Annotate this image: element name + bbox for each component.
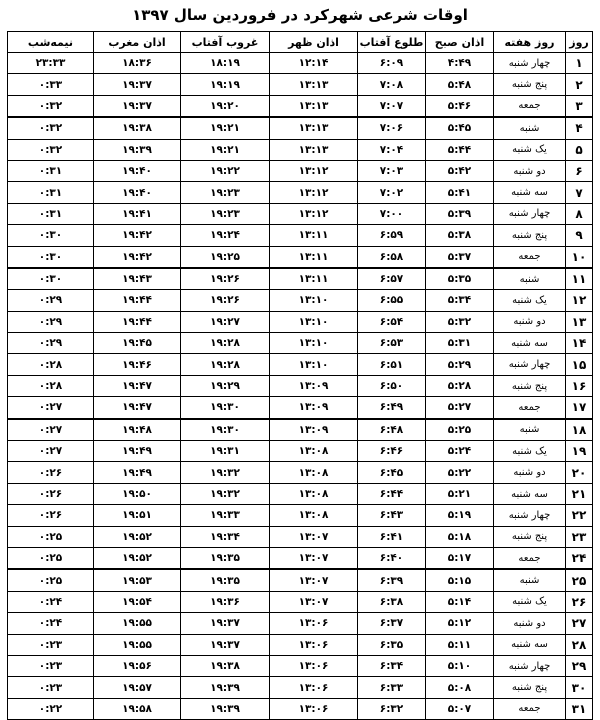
midnight-cell: ۰:۲۸ [8,354,94,375]
maghrib-cell: ۱۹:۳۷ [94,74,181,95]
header-weekday: روز هفته [494,32,566,53]
weekday-cell: جمعه [494,246,566,268]
sunset-cell: ۱۹:۲۱ [181,139,270,160]
fajr-cell: ۵:۳۲ [426,311,494,332]
zuhr-cell: ۱۳:۱۰ [270,311,358,332]
maghrib-cell: ۱۹:۴۲ [94,246,181,268]
table-row [8,74,593,95]
sunset-cell: ۱۹:۳۵ [181,547,270,569]
header-day: روز [566,32,593,53]
sunset-cell: ۱۹:۳۸ [181,655,270,676]
midnight-cell: ۰:۲۶ [8,505,94,526]
sunset-cell: ۱۹:۲۳ [181,182,270,203]
weekday-cell: شنبه [494,268,566,290]
fajr-cell: ۵:۳۸ [426,225,494,246]
weekday-cell: چهار شنبه [494,53,566,74]
weekday-cell: چهار شنبه [494,655,566,676]
table-row [8,655,593,676]
fajr-cell: ۵:۱۲ [426,613,494,634]
table-row [8,246,593,268]
day-cell: ۸ [566,203,593,224]
zuhr-cell: ۱۳:۱۰ [270,290,358,311]
fajr-cell: ۵:۱۹ [426,505,494,526]
day-cell: ۲۷ [566,613,593,634]
table-row [8,375,593,396]
sunrise-cell: ۶:۴۵ [358,462,426,483]
maghrib-cell: ۱۸:۳۶ [94,53,181,74]
sunset-cell: ۱۹:۳۳ [181,505,270,526]
midnight-cell: ۰:۲۵ [8,526,94,547]
page-title: اوقات شرعی شهرکرد در فروردین سال ۱۳۹۷ [132,6,468,24]
sunrise-cell: ۷:۰۶ [358,117,426,139]
day-cell: ۲۹ [566,655,593,676]
day-cell: ۲۶ [566,591,593,612]
sunrise-cell: ۶:۳۸ [358,591,426,612]
sunrise-cell: ۶:۴۳ [358,505,426,526]
table-row [8,462,593,483]
fajr-cell: ۵:۳۹ [426,203,494,224]
sunrise-cell: ۶:۳۴ [358,655,426,676]
table-row [8,483,593,504]
sunrise-cell: ۶:۵۰ [358,375,426,396]
sunset-cell: ۱۹:۳۱ [181,441,270,462]
maghrib-cell: ۱۹:۵۰ [94,483,181,504]
table-row [8,634,593,655]
zuhr-cell: ۱۳:۰۶ [270,655,358,676]
weekday-cell: سه شنبه [494,182,566,203]
sunset-cell: ۱۹:۲۹ [181,375,270,396]
fajr-cell: ۵:۰۸ [426,677,494,698]
weekday-cell: یک شنبه [494,441,566,462]
maghrib-cell: ۱۹:۵۱ [94,505,181,526]
midnight-cell: ۰:۳۱ [8,203,94,224]
midnight-cell: ۰:۲۴ [8,591,94,612]
day-cell: ۲۴ [566,547,593,569]
sunrise-cell: ۶:۳۷ [358,613,426,634]
maghrib-cell: ۱۹:۳۷ [94,95,181,117]
day-cell: ۳۰ [566,677,593,698]
weekday-cell: دو شنبه [494,311,566,332]
table-row [8,225,593,246]
fajr-cell: ۵:۳۱ [426,333,494,354]
zuhr-cell: ۱۳:۰۷ [270,547,358,569]
maghrib-cell: ۱۹:۴۶ [94,354,181,375]
day-cell: ۱ [566,53,593,74]
sunset-cell: ۱۹:۳۹ [181,677,270,698]
zuhr-cell: ۱۳:۰۹ [270,419,358,441]
table-row [8,677,593,698]
table-row [8,419,593,441]
header-fajr: اذان صبح [426,32,494,53]
table-row [8,547,593,569]
fajr-cell: ۵:۴۴ [426,139,494,160]
day-cell: ۵ [566,139,593,160]
zuhr-cell: ۱۳:۱۳ [270,74,358,95]
day-cell: ۱۲ [566,290,593,311]
midnight-cell: ۰:۲۴ [8,613,94,634]
sunrise-cell: ۶:۴۰ [358,547,426,569]
table-row [8,160,593,181]
midnight-cell: ۰:۲۶ [8,462,94,483]
fajr-cell: ۵:۱۴ [426,591,494,612]
zuhr-cell: ۱۳:۰۶ [270,677,358,698]
midnight-cell: ۰:۲۳ [8,655,94,676]
zuhr-cell: ۱۳:۰۶ [270,613,358,634]
fajr-cell: ۵:۱۱ [426,634,494,655]
sunset-cell: ۱۹:۲۳ [181,203,270,224]
table-row [8,569,593,591]
zuhr-cell: ۱۳:۰۶ [270,634,358,655]
sunset-cell: ۱۹:۱۹ [181,74,270,95]
fajr-cell: ۵:۴۱ [426,182,494,203]
fajr-cell: ۵:۲۷ [426,397,494,419]
weekday-cell: پنج شنبه [494,375,566,396]
maghrib-cell: ۱۹:۵۵ [94,634,181,655]
fajr-cell: ۵:۳۴ [426,290,494,311]
sunset-cell: ۱۹:۳۷ [181,613,270,634]
sunrise-cell: ۷:۰۴ [358,139,426,160]
maghrib-cell: ۱۹:۵۶ [94,655,181,676]
day-cell: ۲۸ [566,634,593,655]
table-row [8,311,593,332]
maghrib-cell: ۱۹:۳۸ [94,117,181,139]
day-cell: ۲۵ [566,569,593,591]
midnight-cell: ۰:۲۹ [8,290,94,311]
table-row [8,182,593,203]
weekday-cell: یک شنبه [494,591,566,612]
maghrib-cell: ۱۹:۵۵ [94,613,181,634]
midnight-cell: ۰:۲۹ [8,311,94,332]
fajr-cell: ۵:۱۸ [426,526,494,547]
sunrise-cell: ۶:۰۹ [358,53,426,74]
weekday-cell: جمعه [494,698,566,719]
maghrib-cell: ۱۹:۴۴ [94,290,181,311]
table-row [8,698,593,719]
midnight-cell: ۰:۲۷ [8,419,94,441]
maghrib-cell: ۱۹:۴۷ [94,397,181,419]
table-row [8,53,593,74]
day-cell: ۶ [566,160,593,181]
sunrise-cell: ۷:۰۷ [358,95,426,117]
maghrib-cell: ۱۹:۵۲ [94,547,181,569]
maghrib-cell: ۱۹:۵۴ [94,591,181,612]
sunrise-cell: ۶:۴۸ [358,419,426,441]
day-cell: ۷ [566,182,593,203]
zuhr-cell: ۱۳:۰۹ [270,375,358,396]
maghrib-cell: ۱۹:۵۲ [94,526,181,547]
day-cell: ۲ [566,74,593,95]
header-midnight: نیمه‌شب [8,32,94,53]
table-row [8,117,593,139]
day-cell: ۱۸ [566,419,593,441]
zuhr-cell: ۱۳:۱۱ [270,225,358,246]
midnight-cell: ۰:۳۰ [8,268,94,290]
zuhr-cell: ۱۳:۱۳ [270,95,358,117]
sunset-cell: ۱۹:۲۴ [181,225,270,246]
zuhr-cell: ۱۳:۰۸ [270,462,358,483]
sunset-cell: ۱۹:۳۶ [181,591,270,612]
header-maghrib: اذان مغرب [94,32,181,53]
weekday-cell: دو شنبه [494,462,566,483]
table-row [8,95,593,117]
table-header-row [8,32,593,53]
day-cell: ۳۱ [566,698,593,719]
sunset-cell: ۱۹:۲۶ [181,290,270,311]
table-row [8,526,593,547]
fajr-cell: ۵:۴۵ [426,117,494,139]
midnight-cell: ۰:۳۰ [8,225,94,246]
midnight-cell: ۰:۲۷ [8,397,94,419]
midnight-cell: ۲۳:۳۳ [8,53,94,74]
sunset-cell: ۱۸:۱۹ [181,53,270,74]
day-cell: ۱۴ [566,333,593,354]
midnight-cell: ۰:۳۱ [8,160,94,181]
sunset-cell: ۱۹:۲۰ [181,95,270,117]
sunrise-cell: ۷:۰۰ [358,203,426,224]
weekday-cell: یک شنبه [494,290,566,311]
sunset-cell: ۱۹:۳۰ [181,397,270,419]
sunset-cell: ۱۹:۲۱ [181,117,270,139]
zuhr-cell: ۱۳:۰۷ [270,569,358,591]
day-cell: ۳ [566,95,593,117]
maghrib-cell: ۱۹:۵۷ [94,677,181,698]
zuhr-cell: ۱۳:۱۱ [270,268,358,290]
zuhr-cell: ۱۳:۰۹ [270,397,358,419]
midnight-cell: ۰:۳۲ [8,139,94,160]
midnight-cell: ۰:۲۹ [8,333,94,354]
midnight-cell: ۰:۲۷ [8,441,94,462]
fajr-cell: ۵:۲۸ [426,375,494,396]
table-row [8,441,593,462]
weekday-cell: پنج شنبه [494,74,566,95]
midnight-cell: ۰:۲۵ [8,569,94,591]
midnight-cell: ۰:۳۲ [8,117,94,139]
midnight-cell: ۰:۳۱ [8,182,94,203]
sunrise-cell: ۷:۰۸ [358,74,426,95]
sunset-cell: ۱۹:۳۰ [181,419,270,441]
day-cell: ۹ [566,225,593,246]
weekday-cell: شنبه [494,569,566,591]
weekday-cell: چهار شنبه [494,354,566,375]
midnight-cell: ۰:۳۳ [8,74,94,95]
header-sunrise: طلوع آفتاب [358,32,426,53]
table-row [8,268,593,290]
day-cell: ۲۰ [566,462,593,483]
zuhr-cell: ۱۳:۱۰ [270,354,358,375]
zuhr-cell: ۱۳:۰۷ [270,591,358,612]
sunrise-cell: ۶:۴۱ [358,526,426,547]
weekday-cell: دو شنبه [494,613,566,634]
fajr-cell: ۵:۱۰ [426,655,494,676]
table-row [8,397,593,419]
sunrise-cell: ۶:۵۹ [358,225,426,246]
maghrib-cell: ۱۹:۴۴ [94,311,181,332]
fajr-cell: ۵:۲۲ [426,462,494,483]
zuhr-cell: ۱۲:۱۴ [270,53,358,74]
weekday-cell: سه شنبه [494,333,566,354]
zuhr-cell: ۱۳:۱۲ [270,160,358,181]
zuhr-cell: ۱۳:۰۷ [270,526,358,547]
day-cell: ۱۳ [566,311,593,332]
weekday-cell: شنبه [494,419,566,441]
sunset-cell: ۱۹:۳۲ [181,462,270,483]
fajr-cell: ۵:۳۷ [426,246,494,268]
midnight-cell: ۰:۳۲ [8,95,94,117]
fajr-cell: ۵:۴۸ [426,74,494,95]
zuhr-cell: ۱۳:۰۸ [270,441,358,462]
fajr-cell: ۴:۴۹ [426,53,494,74]
day-cell: ۱۵ [566,354,593,375]
sunrise-cell: ۶:۵۵ [358,290,426,311]
header-zuhr: اذان ظهر [270,32,358,53]
zuhr-cell: ۱۳:۱۳ [270,139,358,160]
sunrise-cell: ۶:۵۷ [358,268,426,290]
table-row [8,505,593,526]
sunrise-cell: ۶:۳۲ [358,698,426,719]
zuhr-cell: ۱۳:۰۶ [270,698,358,719]
sunset-cell: ۱۹:۲۸ [181,354,270,375]
weekday-cell: جمعه [494,547,566,569]
midnight-cell: ۰:۲۳ [8,677,94,698]
prayer-times-table [7,31,593,720]
zuhr-cell: ۱۳:۱۱ [270,246,358,268]
sunrise-cell: ۶:۴۹ [358,397,426,419]
maghrib-cell: ۱۹:۳۹ [94,139,181,160]
zuhr-cell: ۱۳:۱۲ [270,182,358,203]
header-sunset: غروب آفتاب [181,32,270,53]
sunrise-cell: ۶:۴۴ [358,483,426,504]
weekday-cell: شنبه [494,117,566,139]
sunset-cell: ۱۹:۲۶ [181,268,270,290]
sunset-cell: ۱۹:۲۵ [181,246,270,268]
table-row [8,591,593,612]
sunrise-cell: ۶:۳۳ [358,677,426,698]
day-cell: ۱۰ [566,246,593,268]
maghrib-cell: ۱۹:۴۳ [94,268,181,290]
midnight-cell: ۰:۲۶ [8,483,94,504]
table-row [8,613,593,634]
fajr-cell: ۵:۴۶ [426,95,494,117]
zuhr-cell: ۱۳:۰۸ [270,505,358,526]
day-cell: ۲۳ [566,526,593,547]
fajr-cell: ۵:۱۷ [426,547,494,569]
day-cell: ۱۷ [566,397,593,419]
weekday-cell: پنج شنبه [494,677,566,698]
weekday-cell: دو شنبه [494,160,566,181]
weekday-cell: پنج شنبه [494,225,566,246]
sunrise-cell: ۶:۵۳ [358,333,426,354]
sunrise-cell: ۶:۴۶ [358,441,426,462]
fajr-cell: ۵:۳۵ [426,268,494,290]
maghrib-cell: ۱۹:۵۸ [94,698,181,719]
fajr-cell: ۵:۲۱ [426,483,494,504]
maghrib-cell: ۱۹:۴۷ [94,375,181,396]
weekday-cell: سه شنبه [494,634,566,655]
maghrib-cell: ۱۹:۴۸ [94,419,181,441]
fajr-cell: ۵:۰۷ [426,698,494,719]
weekday-cell: پنج شنبه [494,526,566,547]
sunrise-cell: ۷:۰۲ [358,182,426,203]
fajr-cell: ۵:۲۵ [426,419,494,441]
sunrise-cell: ۶:۳۹ [358,569,426,591]
sunrise-cell: ۶:۵۱ [358,354,426,375]
midnight-cell: ۰:۲۸ [8,375,94,396]
weekday-cell: چهار شنبه [494,505,566,526]
midnight-cell: ۰:۲۵ [8,547,94,569]
zuhr-cell: ۱۳:۰۸ [270,483,358,504]
maghrib-cell: ۱۹:۴۹ [94,441,181,462]
table-row [8,333,593,354]
sunrise-cell: ۶:۵۴ [358,311,426,332]
table-row [8,354,593,375]
fajr-cell: ۵:۱۵ [426,569,494,591]
sunset-cell: ۱۹:۳۹ [181,698,270,719]
sunset-cell: ۱۹:۲۷ [181,311,270,332]
sunset-cell: ۱۹:۲۸ [181,333,270,354]
maghrib-cell: ۱۹:۴۰ [94,160,181,181]
day-cell: ۲۱ [566,483,593,504]
weekday-cell: جمعه [494,397,566,419]
midnight-cell: ۰:۲۳ [8,634,94,655]
sunrise-cell: ۶:۳۵ [358,634,426,655]
day-cell: ۱۱ [566,268,593,290]
table-row [8,290,593,311]
maghrib-cell: ۱۹:۴۲ [94,225,181,246]
fajr-cell: ۵:۲۴ [426,441,494,462]
zuhr-cell: ۱۳:۱۳ [270,117,358,139]
sunrise-cell: ۶:۵۸ [358,246,426,268]
sunset-cell: ۱۹:۳۷ [181,634,270,655]
maghrib-cell: ۱۹:۴۱ [94,203,181,224]
sunset-cell: ۱۹:۳۲ [181,483,270,504]
maghrib-cell: ۱۹:۴۹ [94,462,181,483]
day-cell: ۲۲ [566,505,593,526]
fajr-cell: ۵:۴۲ [426,160,494,181]
zuhr-cell: ۱۳:۱۲ [270,203,358,224]
weekday-cell: سه شنبه [494,483,566,504]
maghrib-cell: ۱۹:۴۰ [94,182,181,203]
weekday-cell: چهار شنبه [494,203,566,224]
maghrib-cell: ۱۹:۴۵ [94,333,181,354]
fajr-cell: ۵:۲۹ [426,354,494,375]
maghrib-cell: ۱۹:۵۳ [94,569,181,591]
weekday-cell: یک شنبه [494,139,566,160]
day-cell: ۱۹ [566,441,593,462]
sunset-cell: ۱۹:۲۲ [181,160,270,181]
day-cell: ۴ [566,117,593,139]
sunset-cell: ۱۹:۳۵ [181,569,270,591]
midnight-cell: ۰:۳۰ [8,246,94,268]
zuhr-cell: ۱۳:۱۰ [270,333,358,354]
table-row [8,203,593,224]
midnight-cell: ۰:۲۲ [8,698,94,719]
weekday-cell: جمعه [494,95,566,117]
sunset-cell: ۱۹:۳۴ [181,526,270,547]
sunrise-cell: ۷:۰۳ [358,160,426,181]
table-row [8,139,593,160]
day-cell: ۱۶ [566,375,593,396]
